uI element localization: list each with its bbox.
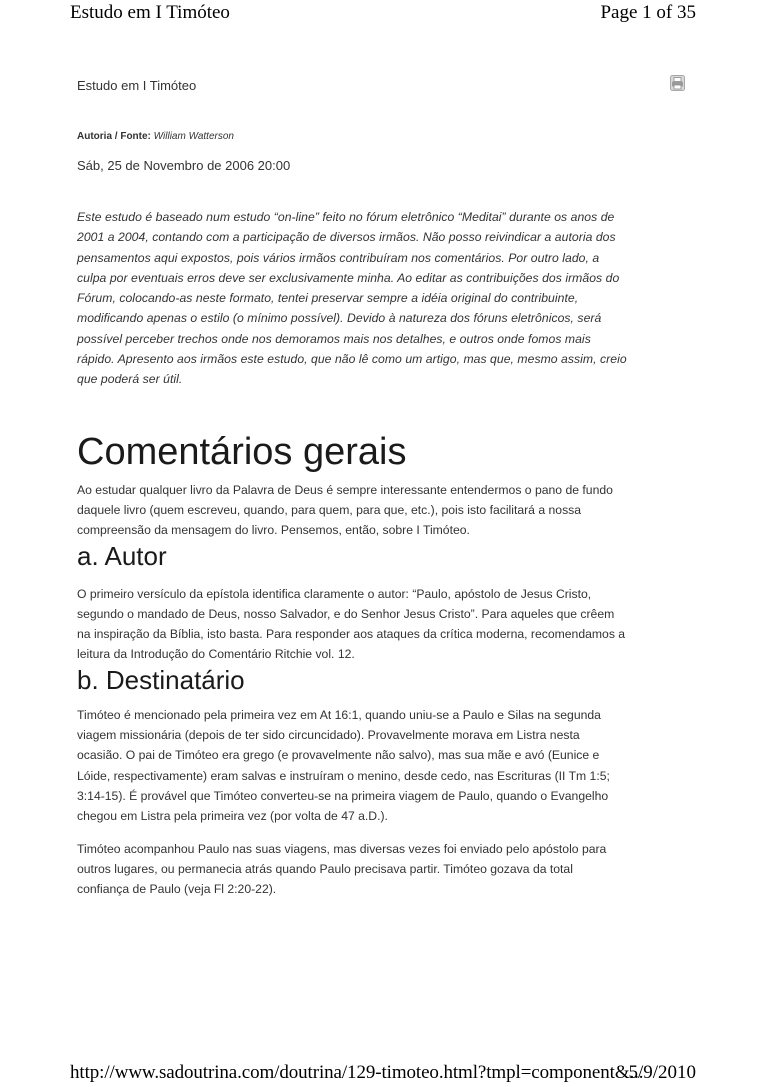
print-header-page: Page 1 of 35	[600, 2, 696, 23]
text-line: chegou em Listra pela primeira vez (por volta de 47 a.D.).	[77, 809, 388, 824]
text-line: que poderá ser útil.	[77, 372, 183, 387]
section-heading-general: Comentários gerais	[77, 430, 407, 473]
print-header-title: Estudo em I Timóteo	[70, 2, 230, 23]
text-line: daquele livro (quem escreveu, quando, para quem, para que, etc.), pois isto facilitará a nossa	[77, 502, 582, 517]
destinatario-paragraph-1	[77, 705, 697, 827]
article-content	[77, 78, 697, 899]
print-footer	[0, 1062, 768, 1086]
text-line: leitura da Introdução do Comentário Ritchie vol. 12.	[77, 647, 355, 662]
text-line: ocasião. O pai de Timóteo era grego (e provavelmente não salvo), mas sua mãe e avó (Eunice e	[77, 748, 600, 763]
text-line: segundo o mandado de Deus, nosso Salvador, e do Senhor Jesus Cristo”. Para aqueles que crêem	[77, 606, 615, 621]
text-line: culpa por eventuais erros deve ser exclusivamente minha. Ao editar as contribuições dos irmãos do	[77, 270, 620, 285]
text-line: viagem missionária (depois de ter sido circuncidado). Provavelmente morava em Listra nesta	[77, 728, 580, 743]
text-line: Timóteo acompanhou Paulo nas suas viagens, mas diversas vezes foi enviado pelo apóstolo para	[77, 841, 607, 856]
print-footer-url: http://www.sadoutrina.com/doutrina/129-timoteo.html?tmpl=component&...	[70, 1062, 644, 1083]
text-line: possível perceber trechos onde nos demoramos mais nos detalhes, e outros onde fomos mais	[77, 331, 591, 346]
text-line: 3:14-15). É provável que Timóteo converteu-se na primeira viagem de Paulo, quando o Evangelho	[77, 788, 609, 803]
article-title-text: Estudo em I Timóteo	[77, 78, 197, 93]
autor-paragraph	[77, 584, 697, 665]
general-paragraph	[77, 480, 697, 541]
print-header	[0, 2, 768, 26]
text-line: modificando apenas o estilo (o mínimo possível). Devido à natureza dos fóruns eletrônicos, será	[77, 311, 602, 326]
text-line: Timóteo é mencionado pela primeira vez em At 16:1, quando uniu-se a Paulo e Silas na segunda	[77, 707, 601, 722]
text-line: confiança de Paulo (veja Fl 2:20-22).	[77, 882, 277, 897]
print-icon[interactable]	[670, 75, 685, 91]
text-line: Fórum, colocando-as neste formato, tentei preservar sempre a idéia original do contribuinte,	[77, 291, 579, 306]
text-line: outros lugares, ou permanecia atrás quando Paulo precisava partir. Timóteo gozava da total	[77, 861, 573, 876]
publish-date: Sáb, 25 de Novembro de 2006 20:00	[77, 158, 291, 173]
text-line: Ao estudar qualquer livro da Palavra de Deus é sempre interessante entendermos o pano de fundo	[77, 482, 613, 497]
section-heading-autor: a. Autor	[77, 540, 167, 571]
text-line: na inspiração da Bíblia, isto basta. Para responder aos ataques da crítica moderna, recomendamos a	[77, 627, 626, 642]
print-footer-date: 5/9/2010	[628, 1062, 696, 1083]
article-title	[77, 78, 697, 98]
author-label: Autoria / Fonte:	[77, 131, 151, 142]
text-line: compreensão da mensagem do livro. Pensemos, então, sobre I Timóteo.	[77, 523, 470, 538]
intro-paragraph	[77, 207, 697, 390]
text-line: Lóide, respectivamente) eram salvas e instruíram o menino, desde cedo, nas Escrituras (II Tm 1:5;	[77, 768, 610, 783]
section-heading-destinatario: b. Destinatário	[77, 664, 245, 695]
text-line: 2001 a 2004, contando com a participação de diversos irmãos. Não posso reivindicar a autoria dos	[77, 230, 616, 245]
text-line: Este estudo é baseado num estudo “on-line” feito no fórum eletrônico “Meditai” durante os anos de	[77, 210, 615, 224]
text-line: rápido. Apresento aos irmãos este estudo, que não lê como um artigo, mas que, mesmo assim, creio	[77, 352, 627, 367]
author-name: William Watterson	[153, 131, 234, 142]
destinatario-paragraph-2	[77, 839, 697, 900]
text-line: pensamentos aqui expostos, pois vários irmãos contribuíram nos comentários. Por outro lado, a	[77, 250, 600, 265]
author-line	[77, 131, 697, 145]
text-line: O primeiro versículo da epístola identifica claramente o autor: “Paulo, apóstolo de Jesus Cristo,	[77, 586, 592, 601]
